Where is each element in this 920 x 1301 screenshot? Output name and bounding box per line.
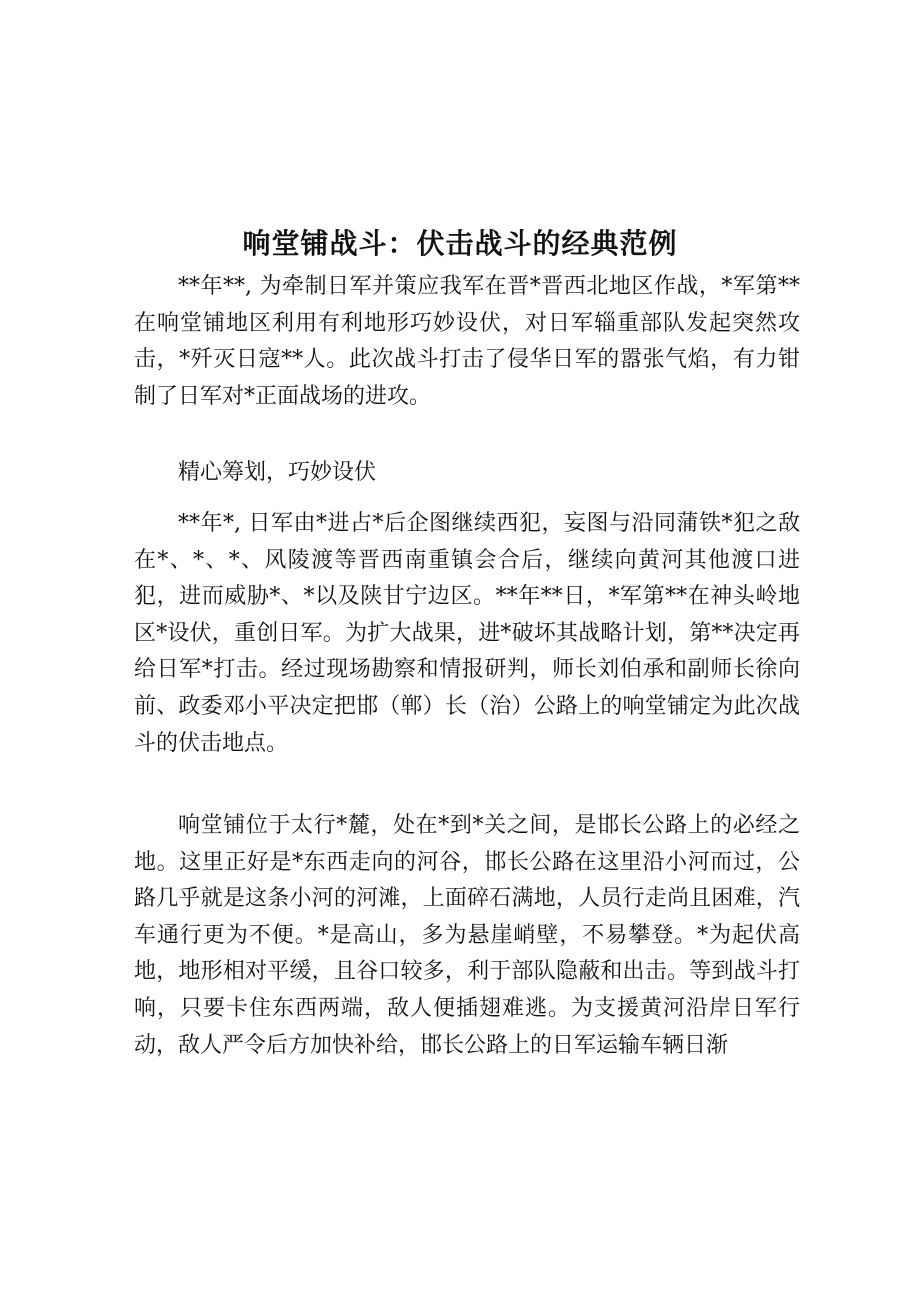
paragraph-intro: **年**, 为牵制日军并策应我军在晋*晋西北地区作战，*军第**在响堂铺地区利用有利地形巧妙设伏，对日军辎重部队发起突然攻击，*歼灭日寇**人。此次战斗打击了侵华日军的嚣张气焰，有力钳制了日军对*正面战场的进攻。 [134,274,800,409]
document-title: 响堂铺战斗：伏击战斗的经典范例 [242,227,678,260]
paragraph-terrain: 响堂铺位于太行*麓，处在*到*关之间，是邯长公路上的必经之地。这里正好是*东西走向的河谷，邯长公路在这里沿小河而过，公路几乎就是这条小河的河滩，上面碎石满地，人员行走尚且困难，汽车通行更为不便。*是高山，多为悬崖峭壁，不易攀登。*为起伏高地，地形相对平缓，且谷口较多，利于部队隐蔽和出击。等到战斗打响，只要卡住东西两端，敌人便插翅难逃。为支援黄河沿岸日军行动，敌人严令后方加快补给，邯长公路上的日军运输车辆日渐 [134,813,800,1058]
section-heading: 精心筹划，巧妙设伏 [178,460,377,485]
paragraph-background: **年*, 日军由*进占*后企图继续西犯，妄图与沿同蒲铁*犯之敌在*、*、*、风陵渡等晋西南重镇会合后，继续向黄河其他渡口进犯，进而威胁*、*以及陕甘宁边区。**年**日，*军第**在神头岭地区*设伏，重创日军。为扩大战果，进*破坏其战略计划，第**决定再给日军*打击。经过现场勘察和情报研判，师长刘伯承和副师长徐向前、政委邓小平决定把邯（郸）长（治）公路上的响堂铺定为此次战斗的伏击地点。 [134,511,800,756]
